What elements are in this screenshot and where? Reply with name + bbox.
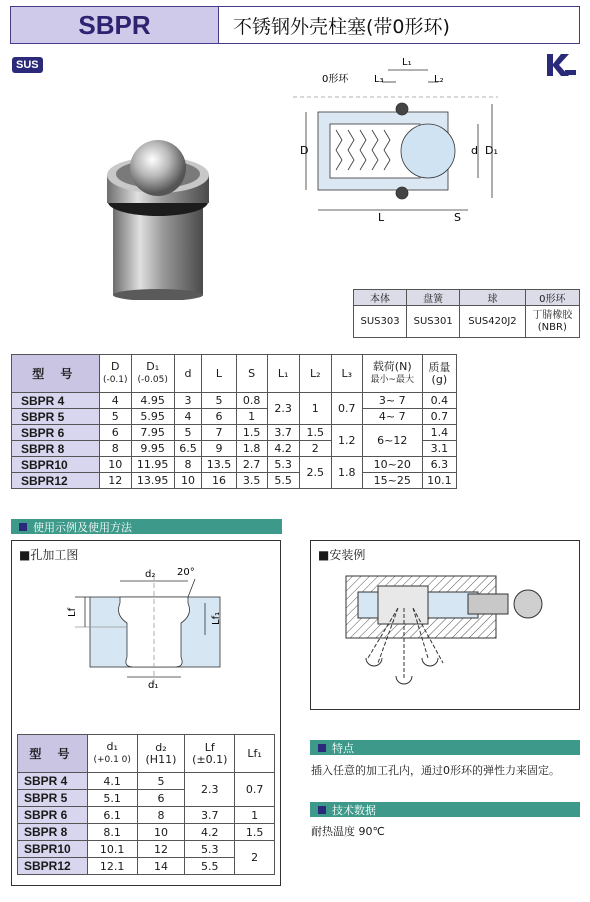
mat-value: SUS420J2 (460, 306, 525, 338)
col-model: 型 号 (18, 735, 88, 773)
table-row: SBPR 5 5.1 6 (18, 790, 275, 807)
dim-L1: L₁ (402, 57, 412, 68)
table-row: SBPR10 10.1 12 5.3 2 (18, 841, 275, 858)
dim-d: d (471, 144, 478, 157)
table-row: SBPR 4 4 4.95 3 5 0.8 2.3 1 0.7 3~ 7 0.4 (12, 393, 457, 409)
materials-table (353, 289, 580, 338)
col-model: 型 号 (12, 355, 100, 393)
product-code: SBPR (11, 7, 219, 43)
col-mass: 质量 (g) (422, 355, 456, 393)
table-row: SBPR 5 5 5.95 4 6 1 4~ 7 0.7 (12, 409, 457, 425)
col-d: d (174, 355, 202, 393)
section-square-icon (318, 806, 326, 814)
hole-drawing-title: ■孔加工图 (19, 548, 79, 562)
table-row: SBPR12 12.1 14 5.5 (18, 858, 275, 875)
col-Lf1: Lf₁ (235, 735, 275, 773)
mat-header: 球 (460, 290, 525, 306)
tech-data-text: 耐热温度 90℃ (311, 825, 385, 838)
install-example-title: ■安装例 (318, 548, 366, 562)
dim-Lf1: Lf₁ (211, 611, 222, 625)
dim-D1: D₁ (485, 144, 498, 157)
section-usage-title: 使用示例及使用方法 (33, 520, 132, 534)
mat-value: SUS301 (407, 306, 460, 338)
material-badge: SUS (12, 57, 43, 73)
dim-angle: 20° (177, 567, 195, 578)
dim-L3: L₃ (374, 74, 384, 85)
col-S: S (236, 355, 267, 393)
table-row: SBPR12 12 13.95 10 16 3.5 5.5 15~25 10.1 (12, 473, 457, 489)
mat-header: 盘簧 (407, 290, 460, 306)
section-square-icon (19, 523, 27, 531)
o-ring-label: 0形环 (322, 74, 349, 85)
table-row: SBPR 8 8 9.95 6.5 9 1.8 4.2 2 3.1 (12, 441, 457, 457)
features-title: 特点 (332, 741, 354, 755)
col-load: 载荷(N) 最小~最大 (362, 355, 422, 393)
dim-S: S (454, 211, 461, 224)
spec-table (11, 354, 457, 489)
section-square-icon (318, 744, 326, 752)
col-L2: L₂ (299, 355, 331, 393)
features-text: 插入任意的加工孔内，通过0形环的弹性力来固定。 (311, 764, 560, 777)
mat-value: 丁腈橡胶 (NBR) (525, 306, 579, 338)
cross-section-drawing (278, 52, 508, 224)
dim-L2: L₂ (434, 74, 444, 85)
dim-Lf: Lf (67, 607, 78, 617)
col-L: L (202, 355, 236, 393)
hole-drawing (15, 565, 245, 690)
table-row: SBPR 4 4.1 5 2.3 0.7 (18, 773, 275, 790)
col-d1: d₁ (+0.1 0) (87, 735, 137, 773)
mat-header: 0形环 (525, 290, 579, 306)
brand-logo-icon (545, 50, 577, 78)
col-L3: L₃ (331, 355, 362, 393)
hole-table (17, 734, 275, 875)
col-D: D (-0.1) (99, 355, 131, 393)
table-row: SBPR 6 6.1 8 3.7 1 (18, 807, 275, 824)
col-L1: L₁ (267, 355, 299, 393)
table-row: SBPR 6 6 7.95 5 7 1.5 3.7 1.5 1.2 6~12 1.4 (12, 425, 457, 441)
dim-D: D (300, 144, 309, 157)
tech-data-bar (310, 802, 580, 817)
col-D1: D₁ (-0.05) (131, 355, 174, 393)
mat-header: 本体 (354, 290, 407, 306)
dim-d1: d₁ (148, 680, 159, 690)
tech-data-title: 技术数据 (332, 803, 376, 817)
dim-d2: d₂ (145, 569, 156, 580)
section-usage-bar (11, 519, 282, 534)
mat-value: SUS303 (354, 306, 407, 338)
product-photo (95, 130, 225, 300)
col-Lf: Lf (±0.1) (185, 735, 235, 773)
install-drawing (318, 568, 572, 688)
product-header (10, 6, 580, 44)
product-name: 不锈钢外壳柱塞(带0形环) (233, 15, 450, 38)
table-row: SBPR10 10 11.95 8 13.5 2.7 5.3 2.5 1.8 10~20 6.3 (12, 457, 457, 473)
dim-L: L (378, 211, 385, 224)
features-bar (310, 740, 580, 755)
col-d2: d₂ (H11) (137, 735, 185, 773)
table-row: SBPR 8 8.1 10 4.2 1.5 (18, 824, 275, 841)
